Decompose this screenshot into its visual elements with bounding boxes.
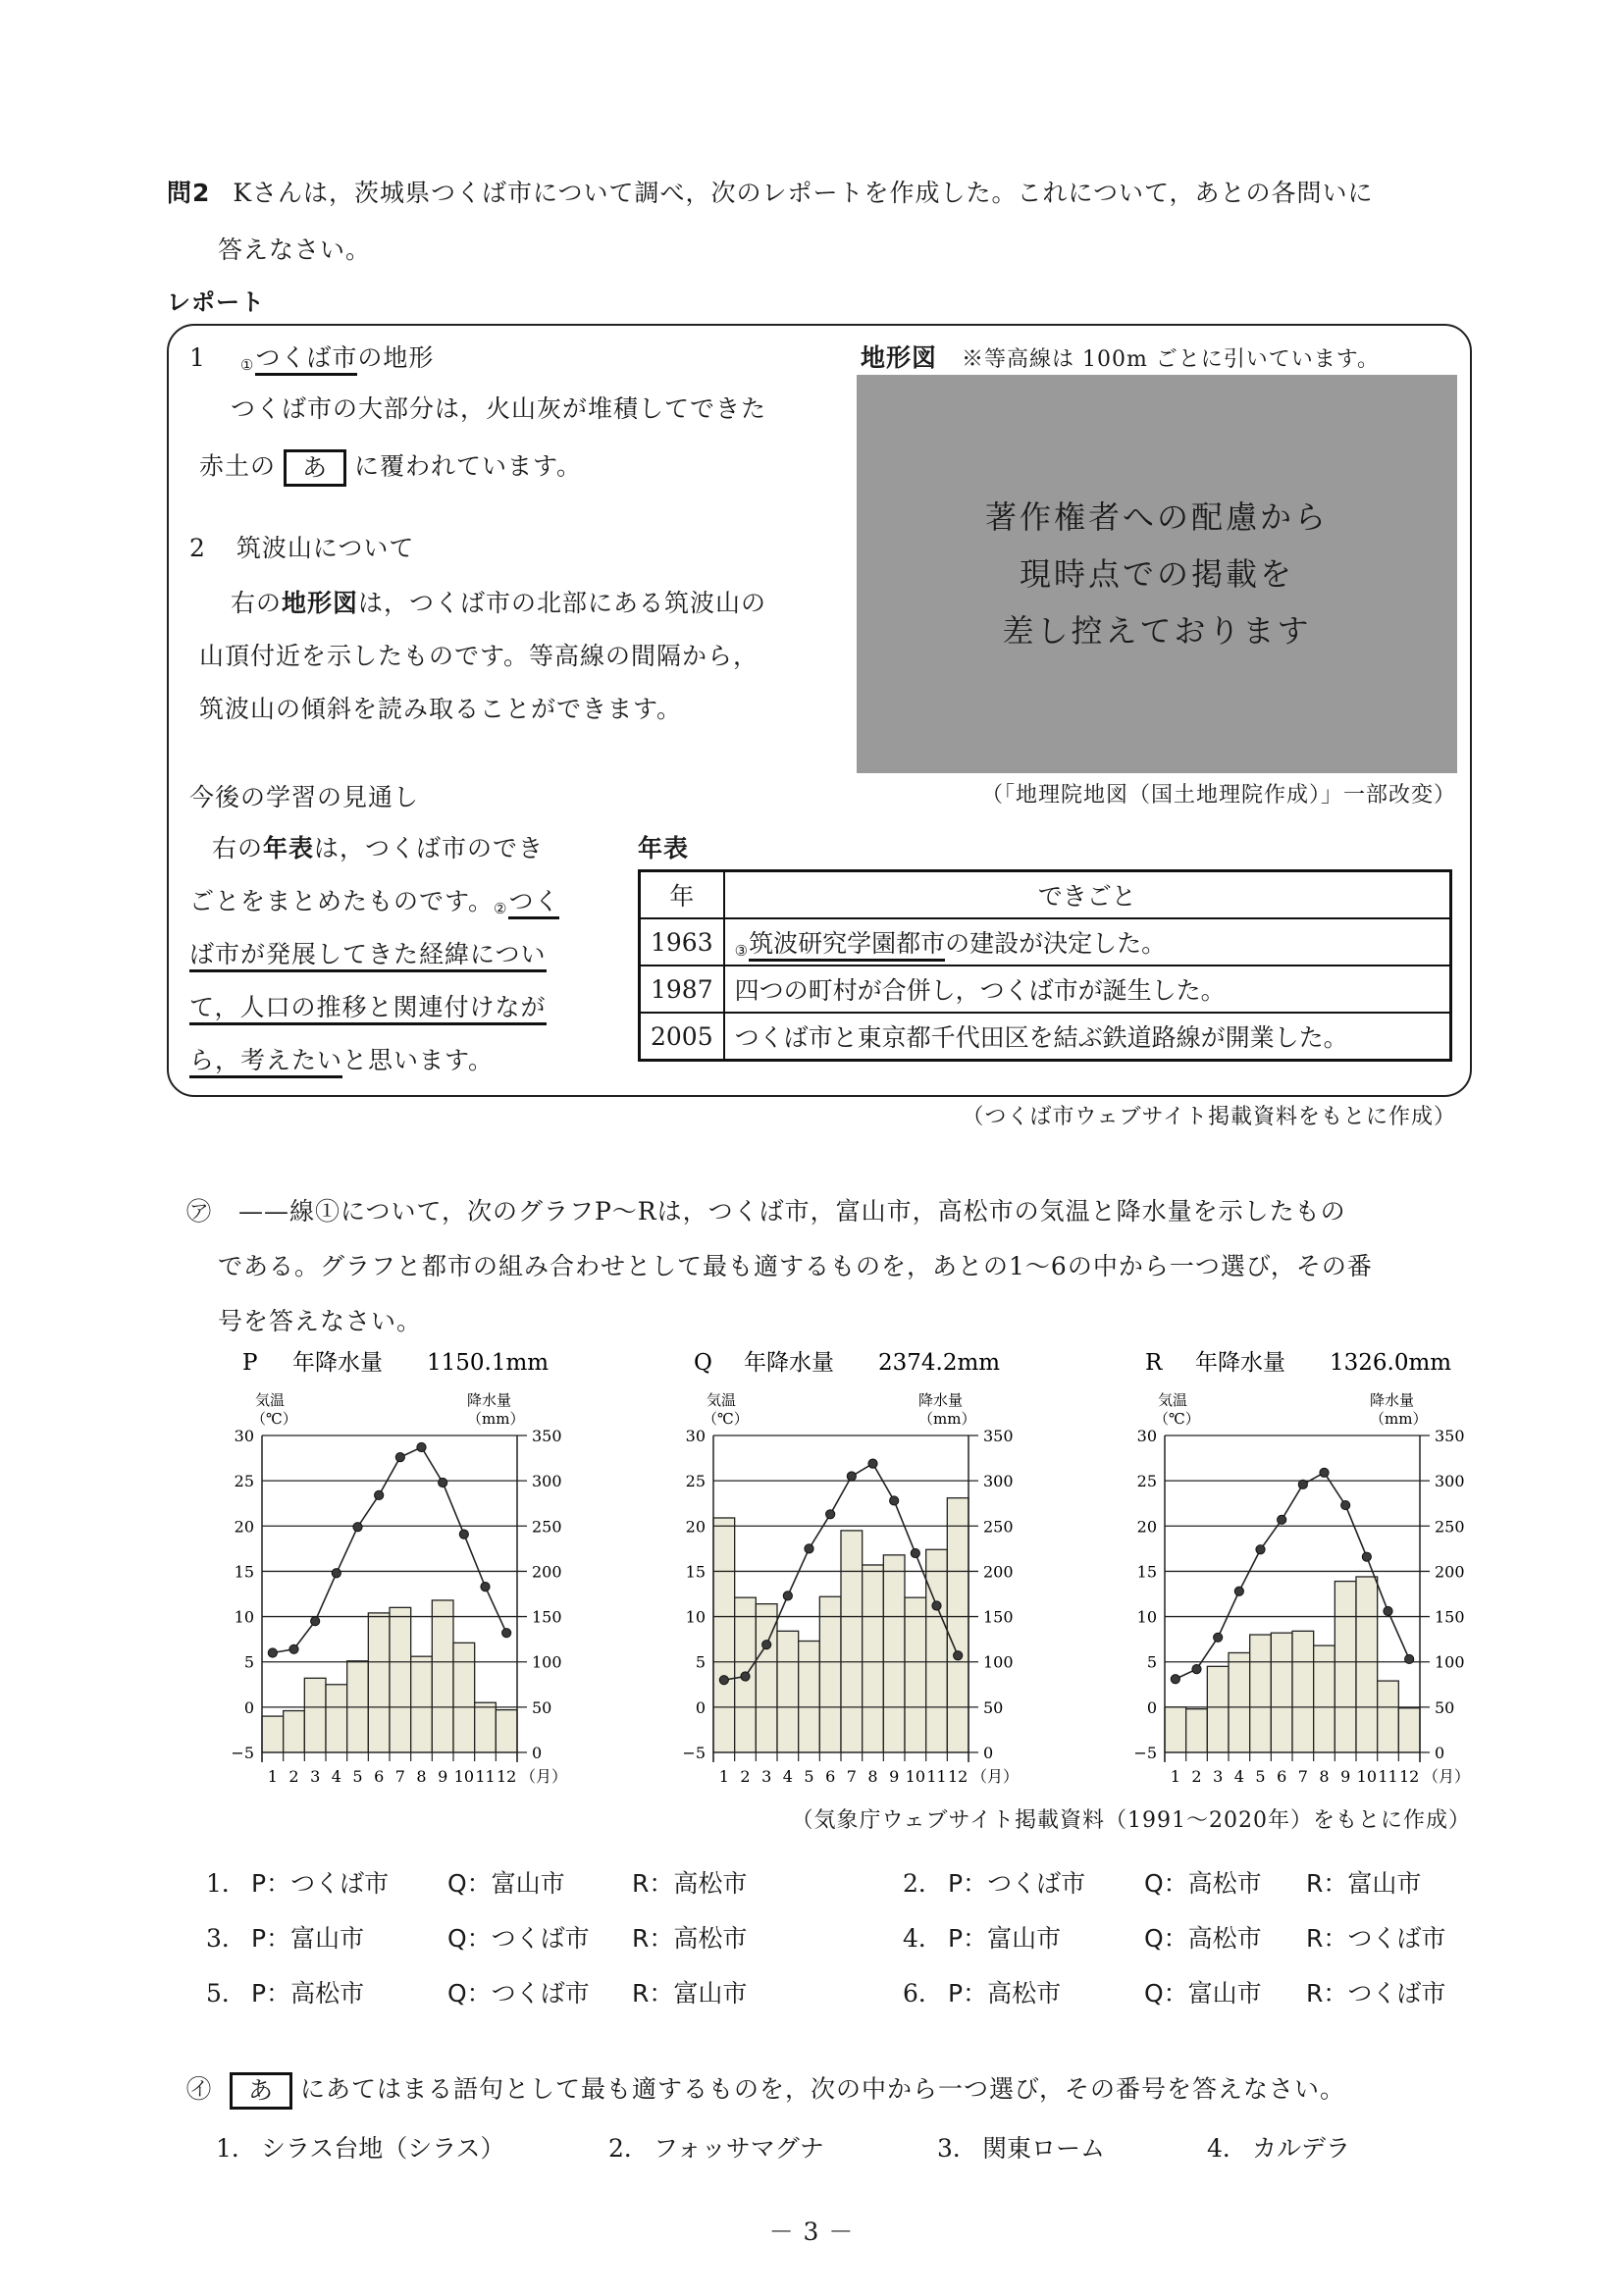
section2-body-line2: 山頂付近を示したものです。等高線の間隔から，	[199, 642, 759, 670]
temperature-point	[353, 1523, 362, 1532]
precip-bar	[326, 1685, 347, 1752]
month-label: 7	[394, 1767, 405, 1786]
temp-tick-label: 20	[234, 1517, 254, 1537]
precip-bar	[905, 1597, 926, 1752]
chart-title-value: 2374.2mm	[878, 1350, 1001, 1376]
precip-tick-label: 350	[983, 1427, 1014, 1445]
choice-2[interactable]	[903, 1864, 1421, 1900]
temp-tick-label: 5	[695, 1652, 706, 1672]
timeline-header-event: できごと	[724, 871, 1451, 919]
choice-6[interactable]	[903, 1974, 1445, 2009]
precip-tick-label: 0	[532, 1744, 543, 1762]
month-label: 11	[926, 1767, 947, 1786]
temperature-point	[481, 1583, 490, 1592]
precip-tick-label: 150	[532, 1607, 562, 1627]
chart-title-letter: Q	[694, 1350, 712, 1376]
precip-bar	[262, 1716, 284, 1752]
choice-b-2[interactable]	[608, 2129, 824, 2165]
placeholder-line: 現時点での掲載を	[1019, 555, 1294, 593]
choice-q: Q：つくば市	[447, 1924, 590, 1953]
temperature-point	[395, 1453, 404, 1462]
month-label: 11	[1378, 1767, 1398, 1786]
section2-body-bold: 地形図	[282, 589, 359, 617]
timeline-year: 1963	[640, 918, 724, 965]
temp-tick-label: 25	[1136, 1472, 1157, 1491]
precip-bar	[1165, 1707, 1186, 1752]
precip-tick-label: 300	[983, 1472, 1014, 1491]
timeline-header-year: 年	[640, 871, 724, 919]
temperature-point	[911, 1548, 919, 1557]
month-label: 8	[416, 1767, 427, 1786]
outlook-line1	[212, 836, 544, 861]
temperature-point	[1256, 1545, 1265, 1554]
temperature-point	[805, 1544, 813, 1553]
precip-bar	[453, 1643, 475, 1752]
month-label: 6	[825, 1767, 836, 1786]
right-axis-unit: （mm）	[467, 1410, 525, 1428]
map-source: （「地理院地図（国土地理院作成）」一部改変）	[980, 783, 1456, 808]
month-label: 1	[267, 1767, 278, 1786]
question-header	[167, 181, 1374, 205]
month-label: 2	[288, 1767, 299, 1786]
temperature-point	[826, 1510, 835, 1519]
precip-bar	[926, 1549, 948, 1752]
precip-bar	[475, 1702, 497, 1752]
underlined-text: て，人口の推移と関連付けなが	[189, 993, 547, 1025]
timeline-table	[638, 869, 1452, 1062]
month-label: 9	[438, 1767, 448, 1786]
timeline-event	[724, 918, 1451, 965]
underlined-text: つく	[508, 887, 559, 919]
month-label: 5	[352, 1767, 363, 1786]
temp-tick-label: 10	[1136, 1607, 1157, 1627]
month-label: 10	[1356, 1767, 1378, 1786]
precip-tick-label: 350	[532, 1427, 562, 1445]
precip-tick-label: 100	[1435, 1652, 1465, 1672]
section2-body-pre: 右の	[231, 589, 283, 617]
choice-number: 4．	[1207, 2134, 1247, 2163]
outlook-line2	[189, 889, 559, 916]
part-b-label: ㋑	[186, 2074, 213, 2104]
temp-tick-label: 5	[1146, 1652, 1157, 1672]
left-axis-unit: （℃）	[251, 1410, 297, 1428]
temp-tick-label: 0	[695, 1697, 706, 1717]
chart-source: （気象庁ウェブサイト掲載資料（1991～2020年）をもとに作成）	[791, 1808, 1471, 1833]
outlook-line1-pre: 右の	[212, 834, 264, 862]
choice-q: Q：高松市	[1144, 1924, 1262, 1953]
outlook-line1-post: は，つくば市のでき	[314, 834, 545, 862]
month-label: 12	[496, 1767, 517, 1786]
temperature-point	[1320, 1468, 1329, 1477]
temperature-point	[1171, 1675, 1179, 1684]
temp-tick-label: 15	[234, 1562, 254, 1582]
question-number: 問2	[167, 179, 211, 207]
chart-title-value: 1150.1mm	[427, 1350, 550, 1376]
section1-body-pre: 赤土の	[199, 451, 277, 481]
x-unit-label: （月）	[520, 1767, 568, 1786]
timeline-event: 四つの町村が合併し，つくば市が誕生した。	[724, 965, 1451, 1013]
choice-r: R：富山市	[632, 1979, 748, 2008]
timeline-event-text: の建設が決定した。	[945, 929, 1167, 958]
part-a-line1	[186, 1199, 1346, 1224]
section2-body-line3: 筑波山の傾斜を読み取ることができます。	[199, 695, 683, 723]
choice-p: P：高松市	[251, 1979, 365, 2008]
precip-bar	[1186, 1709, 1208, 1752]
month-label: 10	[905, 1767, 926, 1786]
temp-tick-label: 10	[234, 1607, 254, 1627]
precip-bar	[1250, 1635, 1272, 1752]
blank-a-box: あ	[230, 2072, 292, 2110]
section1-number: 1	[189, 343, 206, 372]
precip-tick-label: 50	[983, 1697, 1004, 1717]
precip-bar	[713, 1518, 735, 1752]
choice-4[interactable]	[903, 1919, 1445, 1955]
right-axis-label: 降水量	[918, 1391, 964, 1409]
temperature-point	[1298, 1480, 1307, 1488]
temp-tick-label: −5	[1133, 1744, 1157, 1762]
precip-tick-label: 250	[1435, 1517, 1465, 1537]
precip-tick-label: 300	[532, 1472, 562, 1491]
temperature-point	[783, 1592, 792, 1600]
temperature-point	[268, 1648, 277, 1657]
timeline-row	[640, 1013, 1451, 1061]
choice-number: 4．	[903, 1924, 943, 1953]
temperature-point	[890, 1496, 899, 1505]
precip-tick-label: 0	[983, 1744, 994, 1762]
map-header	[861, 345, 1380, 371]
temperature-point	[375, 1490, 384, 1499]
temp-tick-label: 5	[243, 1652, 254, 1672]
month-label: 4	[782, 1767, 793, 1786]
temp-tick-label: −5	[682, 1744, 706, 1762]
temp-tick-label: −5	[231, 1744, 254, 1762]
temp-tick-label: 20	[685, 1517, 706, 1537]
part-a-line3: 号を答えなさい。	[218, 1307, 423, 1335]
section1-body-line2	[199, 449, 582, 487]
temperature-point	[932, 1601, 941, 1610]
month-label: 3	[1213, 1767, 1224, 1786]
choice-q: Q：富山市	[1144, 1979, 1262, 2008]
outlook-line5	[189, 1048, 494, 1072]
precip-tick-label: 200	[983, 1562, 1014, 1582]
map-label: 地形図	[861, 343, 938, 372]
report-section2-title	[189, 536, 414, 560]
part-a-label: ㋐	[186, 1197, 213, 1226]
choice-b-1[interactable]	[216, 2129, 505, 2165]
part-a-text1: ——線①について，次のグラフP～Rは，つくば市，富山市，高松市の気温と降水量を示したもの	[237, 1197, 1346, 1226]
month-label: 8	[867, 1767, 878, 1786]
temperature-point	[741, 1672, 750, 1681]
chart-title-letter: P	[242, 1350, 258, 1376]
precip-bar	[1356, 1577, 1378, 1752]
precip-bar	[1398, 1708, 1420, 1752]
precip-tick-label: 50	[1435, 1697, 1455, 1717]
month-label: 3	[310, 1767, 321, 1786]
precip-bar	[390, 1607, 411, 1752]
temperature-point	[1214, 1633, 1223, 1642]
precip-tick-label: 100	[532, 1652, 562, 1672]
underlined-tsukuba-city: つくば市	[255, 343, 357, 376]
precip-bar	[777, 1631, 799, 1752]
temperature-point	[502, 1629, 511, 1638]
temperature-point	[311, 1617, 320, 1626]
timeline-event: つくば市と東京都千代田区を結ぶ鉄道路線が開業した。	[724, 1013, 1451, 1061]
temp-tick-label: 20	[1136, 1517, 1157, 1537]
temperature-point	[719, 1676, 728, 1685]
temperature-point	[1384, 1606, 1392, 1615]
outlook-line3	[189, 942, 547, 966]
right-axis-unit: （mm）	[918, 1410, 976, 1428]
choice-number: 3．	[206, 1924, 246, 1953]
choice-5[interactable]	[206, 1974, 747, 2009]
climate-chart-P	[216, 1344, 589, 1805]
page-number: － 3 －	[768, 2218, 855, 2246]
choice-p: P：高松市	[948, 1979, 1062, 2008]
temp-tick-label: 25	[234, 1472, 254, 1491]
temperature-point	[1362, 1552, 1371, 1561]
choice-p: P：つくば市	[948, 1869, 1086, 1898]
climate-chart-R	[1119, 1344, 1492, 1805]
choice-number: 6．	[903, 1979, 943, 2008]
precip-tick-label: 300	[1435, 1472, 1465, 1491]
question-intro-line1: Kさんは，茨城県つくば市について調べ，次のレポートを作成した。これについて，あとの各問いに	[233, 179, 1374, 207]
timeline-row	[640, 918, 1451, 965]
temperature-point	[417, 1442, 426, 1451]
right-axis-label: 降水量	[467, 1391, 512, 1409]
left-axis-unit: （℃）	[1154, 1410, 1200, 1428]
precip-bar	[1207, 1666, 1229, 1752]
temperature-point	[847, 1472, 856, 1481]
underline-marker-3: ③	[734, 942, 749, 960]
right-axis-unit: （mm）	[1370, 1410, 1428, 1428]
precip-bar	[432, 1600, 453, 1752]
placeholder-line: 差し控えております	[1002, 612, 1312, 650]
left-axis-label: 気温	[255, 1391, 286, 1409]
choice-number: 3．	[937, 2134, 977, 2163]
timeline-header-row	[640, 871, 1451, 919]
temperature-point	[954, 1651, 963, 1660]
month-label: 2	[1191, 1767, 1202, 1786]
temp-tick-label: 0	[1146, 1697, 1157, 1717]
temperature-point	[762, 1641, 771, 1649]
temp-tick-label: 30	[685, 1427, 706, 1445]
x-unit-label: （月）	[971, 1767, 1020, 1786]
precip-bar	[883, 1555, 905, 1752]
choice-3[interactable]	[206, 1919, 747, 1955]
part-b-text: にあてはまる語句として最も適するものを，次の中から一つ選び，その番号を答えなさい。	[300, 2074, 1346, 2104]
temp-tick-label: 30	[1136, 1427, 1157, 1445]
precip-bar	[496, 1710, 517, 1752]
precip-bar	[304, 1678, 326, 1752]
temperature-point	[1278, 1515, 1286, 1524]
choice-r: R：高松市	[632, 1869, 748, 1898]
precip-bar	[947, 1498, 969, 1752]
timeline-year: 1987	[640, 965, 724, 1013]
precip-bar	[841, 1531, 863, 1752]
precip-bar	[368, 1613, 390, 1752]
underlined-text: ら，考えたい	[189, 1046, 342, 1078]
section2-number: 2	[189, 534, 206, 562]
choice-number: 5．	[206, 1979, 246, 2008]
choice-number: 2．	[608, 2134, 649, 2163]
month-label: 6	[1277, 1767, 1287, 1786]
precip-tick-label: 350	[1435, 1427, 1465, 1445]
precip-tick-label: 250	[983, 1517, 1014, 1537]
precip-tick-label: 200	[1435, 1562, 1465, 1582]
choice-p: P：富山市	[948, 1924, 1062, 1953]
underlined-text: ば市が発展してきた経緯につい	[189, 940, 547, 972]
left-axis-label: 気温	[707, 1391, 737, 1409]
choice-number: 1．	[206, 1869, 246, 1898]
month-label: 1	[718, 1767, 729, 1786]
report-source: （つくば市ウェブサイト掲載資料をもとに作成）	[962, 1105, 1456, 1129]
month-label: 5	[804, 1767, 814, 1786]
precip-bar	[411, 1656, 433, 1752]
outlook-line1-bold: 年表	[263, 834, 315, 862]
precip-tick-label: 0	[1435, 1744, 1445, 1762]
chart-title-label: 年降水量	[1195, 1350, 1285, 1376]
choice-q: Q：高松市	[1144, 1869, 1262, 1898]
temp-tick-label: 15	[1136, 1562, 1157, 1582]
report-label: レポート	[167, 288, 265, 316]
temperature-point	[1234, 1587, 1243, 1595]
month-label: 4	[331, 1767, 341, 1786]
chart-title-value: 1326.0mm	[1330, 1350, 1452, 1376]
map-note: ※等高線は 100m ごとに引いています。	[961, 347, 1381, 372]
outlook-line5-post: と思います。	[342, 1046, 495, 1074]
choice-p: P：富山市	[251, 1924, 365, 1953]
part-b-line	[186, 2072, 1345, 2110]
choice-number: 1．	[216, 2134, 256, 2163]
precip-tick-label: 50	[532, 1697, 552, 1717]
month-label: 1	[1170, 1767, 1180, 1786]
choice-text: 関東ローム	[982, 2134, 1106, 2163]
underlined-text: 筑波研究学園都市	[749, 929, 945, 962]
precip-bar	[819, 1596, 841, 1752]
temp-tick-label: 10	[685, 1607, 706, 1627]
month-label: 9	[1340, 1767, 1351, 1786]
chart-title-letter: R	[1145, 1350, 1163, 1376]
map-placeholder	[857, 375, 1457, 773]
choice-1[interactable]	[206, 1864, 747, 1900]
choice-r: R：つくば市	[1306, 1979, 1446, 2008]
precip-tick-label: 250	[532, 1517, 562, 1537]
month-label: 3	[761, 1767, 772, 1786]
month-label: 7	[846, 1767, 857, 1786]
temperature-point	[1405, 1654, 1414, 1663]
temperature-point	[332, 1569, 340, 1578]
question-intro-line2: 答えなさい。	[218, 235, 372, 264]
section1-body-line1: つくば市の大部分は，火山灰が堆積してできた	[231, 394, 767, 423]
month-label: 4	[1233, 1767, 1244, 1786]
left-axis-label: 気温	[1158, 1391, 1188, 1409]
section2-body-line1	[231, 591, 766, 615]
climate-chart-Q	[667, 1344, 1040, 1805]
temperature-point	[1192, 1664, 1201, 1673]
placeholder-line: 著作権者への配慮から	[984, 498, 1329, 536]
choice-b-3[interactable]	[937, 2129, 1105, 2165]
precip-tick-label: 150	[1435, 1607, 1465, 1627]
month-label: 8	[1319, 1767, 1330, 1786]
timeline-row	[640, 965, 1451, 1013]
timeline-year: 2005	[640, 1013, 724, 1061]
choice-text: フォッサマグナ	[654, 2134, 824, 2163]
choice-q: Q：つくば市	[447, 1979, 590, 2008]
temp-tick-label: 0	[243, 1697, 254, 1717]
month-label: 12	[947, 1767, 969, 1786]
temperature-point	[1341, 1500, 1350, 1509]
part-a-line2: である。グラフと都市の組み合わせとして最も適するものを，あとの1～6の中から一つ選び，その番	[218, 1252, 1373, 1280]
month-label: 5	[1255, 1767, 1266, 1786]
section1-body-post: に覆われています。	[354, 451, 583, 481]
report-section1-title	[189, 345, 434, 373]
underline-marker-2: ②	[494, 900, 508, 917]
month-label: 12	[1398, 1767, 1420, 1786]
precip-bar	[1335, 1582, 1356, 1752]
month-label: 7	[1297, 1767, 1308, 1786]
temperature-point	[439, 1478, 447, 1487]
left-axis-unit: （℃）	[703, 1410, 749, 1428]
choice-r: R：富山市	[1306, 1869, 1422, 1898]
right-axis-label: 降水量	[1370, 1391, 1415, 1409]
x-unit-label: （月）	[1423, 1767, 1471, 1786]
precip-bar	[1378, 1681, 1399, 1752]
section2-title: 筑波山について	[236, 534, 415, 562]
precip-tick-label: 100	[983, 1652, 1014, 1672]
month-label: 2	[740, 1767, 751, 1786]
precip-bar	[1292, 1631, 1314, 1752]
choice-q: Q：富山市	[447, 1869, 565, 1898]
temp-tick-label: 30	[234, 1427, 254, 1445]
month-label: 6	[374, 1767, 385, 1786]
choice-text: カルデラ	[1252, 2134, 1351, 2163]
chart-title-label: 年降水量	[744, 1350, 834, 1376]
blank-a-box: あ	[284, 449, 346, 487]
temperature-point	[459, 1530, 468, 1539]
precip-bar	[1229, 1652, 1250, 1752]
choice-p: P：つくば市	[251, 1869, 390, 1898]
precip-tick-label: 200	[532, 1562, 562, 1582]
underline-marker-1: ①	[239, 356, 255, 374]
choice-b-4[interactable]	[1207, 2129, 1350, 2165]
outlook-line2-pre: ごとをまとめたものです。	[189, 887, 495, 915]
timeline-label: 年表	[638, 834, 690, 862]
month-label: 11	[475, 1767, 496, 1786]
choice-text: シラス台地（シラス）	[261, 2134, 505, 2163]
choice-r: R：高松市	[632, 1924, 748, 1953]
month-label: 10	[453, 1767, 475, 1786]
section1-title-rest: の地形	[357, 343, 435, 372]
temperature-point	[289, 1644, 298, 1653]
choice-number: 2．	[903, 1869, 943, 1898]
temperature-point	[868, 1459, 877, 1468]
section2-body-post: は，つくば市の北部にある筑波山の	[358, 589, 767, 617]
outlook-line4	[189, 995, 547, 1019]
precip-bar	[284, 1711, 305, 1752]
precip-bar	[799, 1641, 820, 1752]
precip-bar	[1271, 1633, 1292, 1752]
month-label: 9	[889, 1767, 900, 1786]
outlook-title: 今後の学習の見通し	[189, 783, 420, 811]
precip-bar	[863, 1565, 884, 1752]
chart-title-label: 年降水量	[292, 1350, 383, 1376]
precip-tick-label: 150	[983, 1607, 1014, 1627]
temp-tick-label: 15	[685, 1562, 706, 1582]
choice-r: R：つくば市	[1306, 1924, 1446, 1953]
temp-tick-label: 25	[685, 1472, 706, 1491]
